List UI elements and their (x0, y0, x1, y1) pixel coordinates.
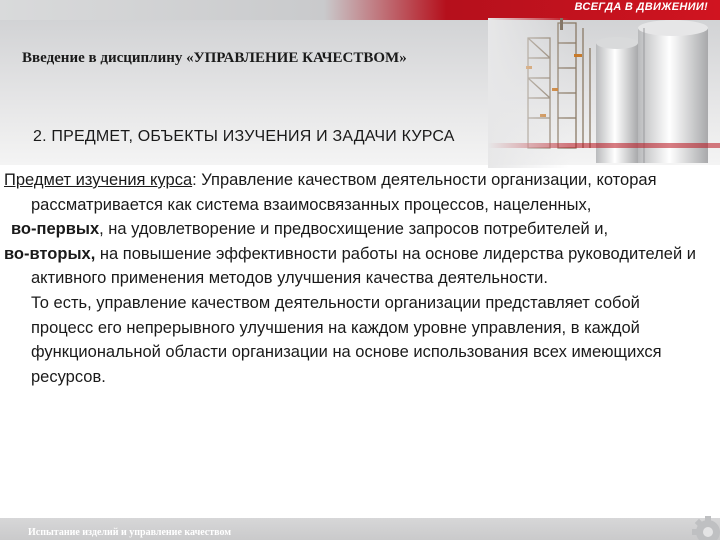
top-brand-bar (0, 0, 720, 20)
industrial-plant-image (488, 18, 720, 168)
paragraph-secondly (4, 242, 704, 291)
paragraph-firstly (4, 217, 704, 242)
slogan: ВСЕГДА В ДВИЖЕНИИ! (574, 1, 708, 13)
subject-text: : Управление качеством деятельности организации, которая рассматривается как система взаимосвязанных процессов, нацеленных, (31, 171, 657, 214)
paragraph-conclusion: То есть, управление качеством деятельности организации представляет собой процесс его непрерывного улучшения на каждом уровне управления, в каждой функциональной области организации на основе использования всех имеющихся ресурсов. (31, 293, 662, 386)
gear-icon (682, 506, 720, 540)
footer-course-name: Испытание изделий и управление качеством (28, 527, 232, 538)
paragraph-subject (4, 168, 704, 217)
firstly-text: , на удовлетворение и предвосхищение запросов потребителей и, (99, 220, 609, 239)
slide-body (4, 168, 704, 389)
slide-subtitle: 2. ПРЕДМЕТ, ОБЪЕКТЫ ИЗУЧЕНИЯ И ЗАДАЧИ КУРСА (33, 128, 455, 145)
secondly-text: на повышение эффективности работы на основе лидерства руководителей и активного применения методов улучшения качества деятельности. (31, 244, 696, 288)
secondly-label: во-вторых, (4, 244, 96, 263)
subject-label: Предмет изучения курса (4, 171, 193, 189)
course-title: Введение в дисциплину «УПРАВЛЕНИЕ КАЧЕСТВОМ» (22, 50, 407, 66)
firstly-label: во-первых (11, 220, 100, 239)
